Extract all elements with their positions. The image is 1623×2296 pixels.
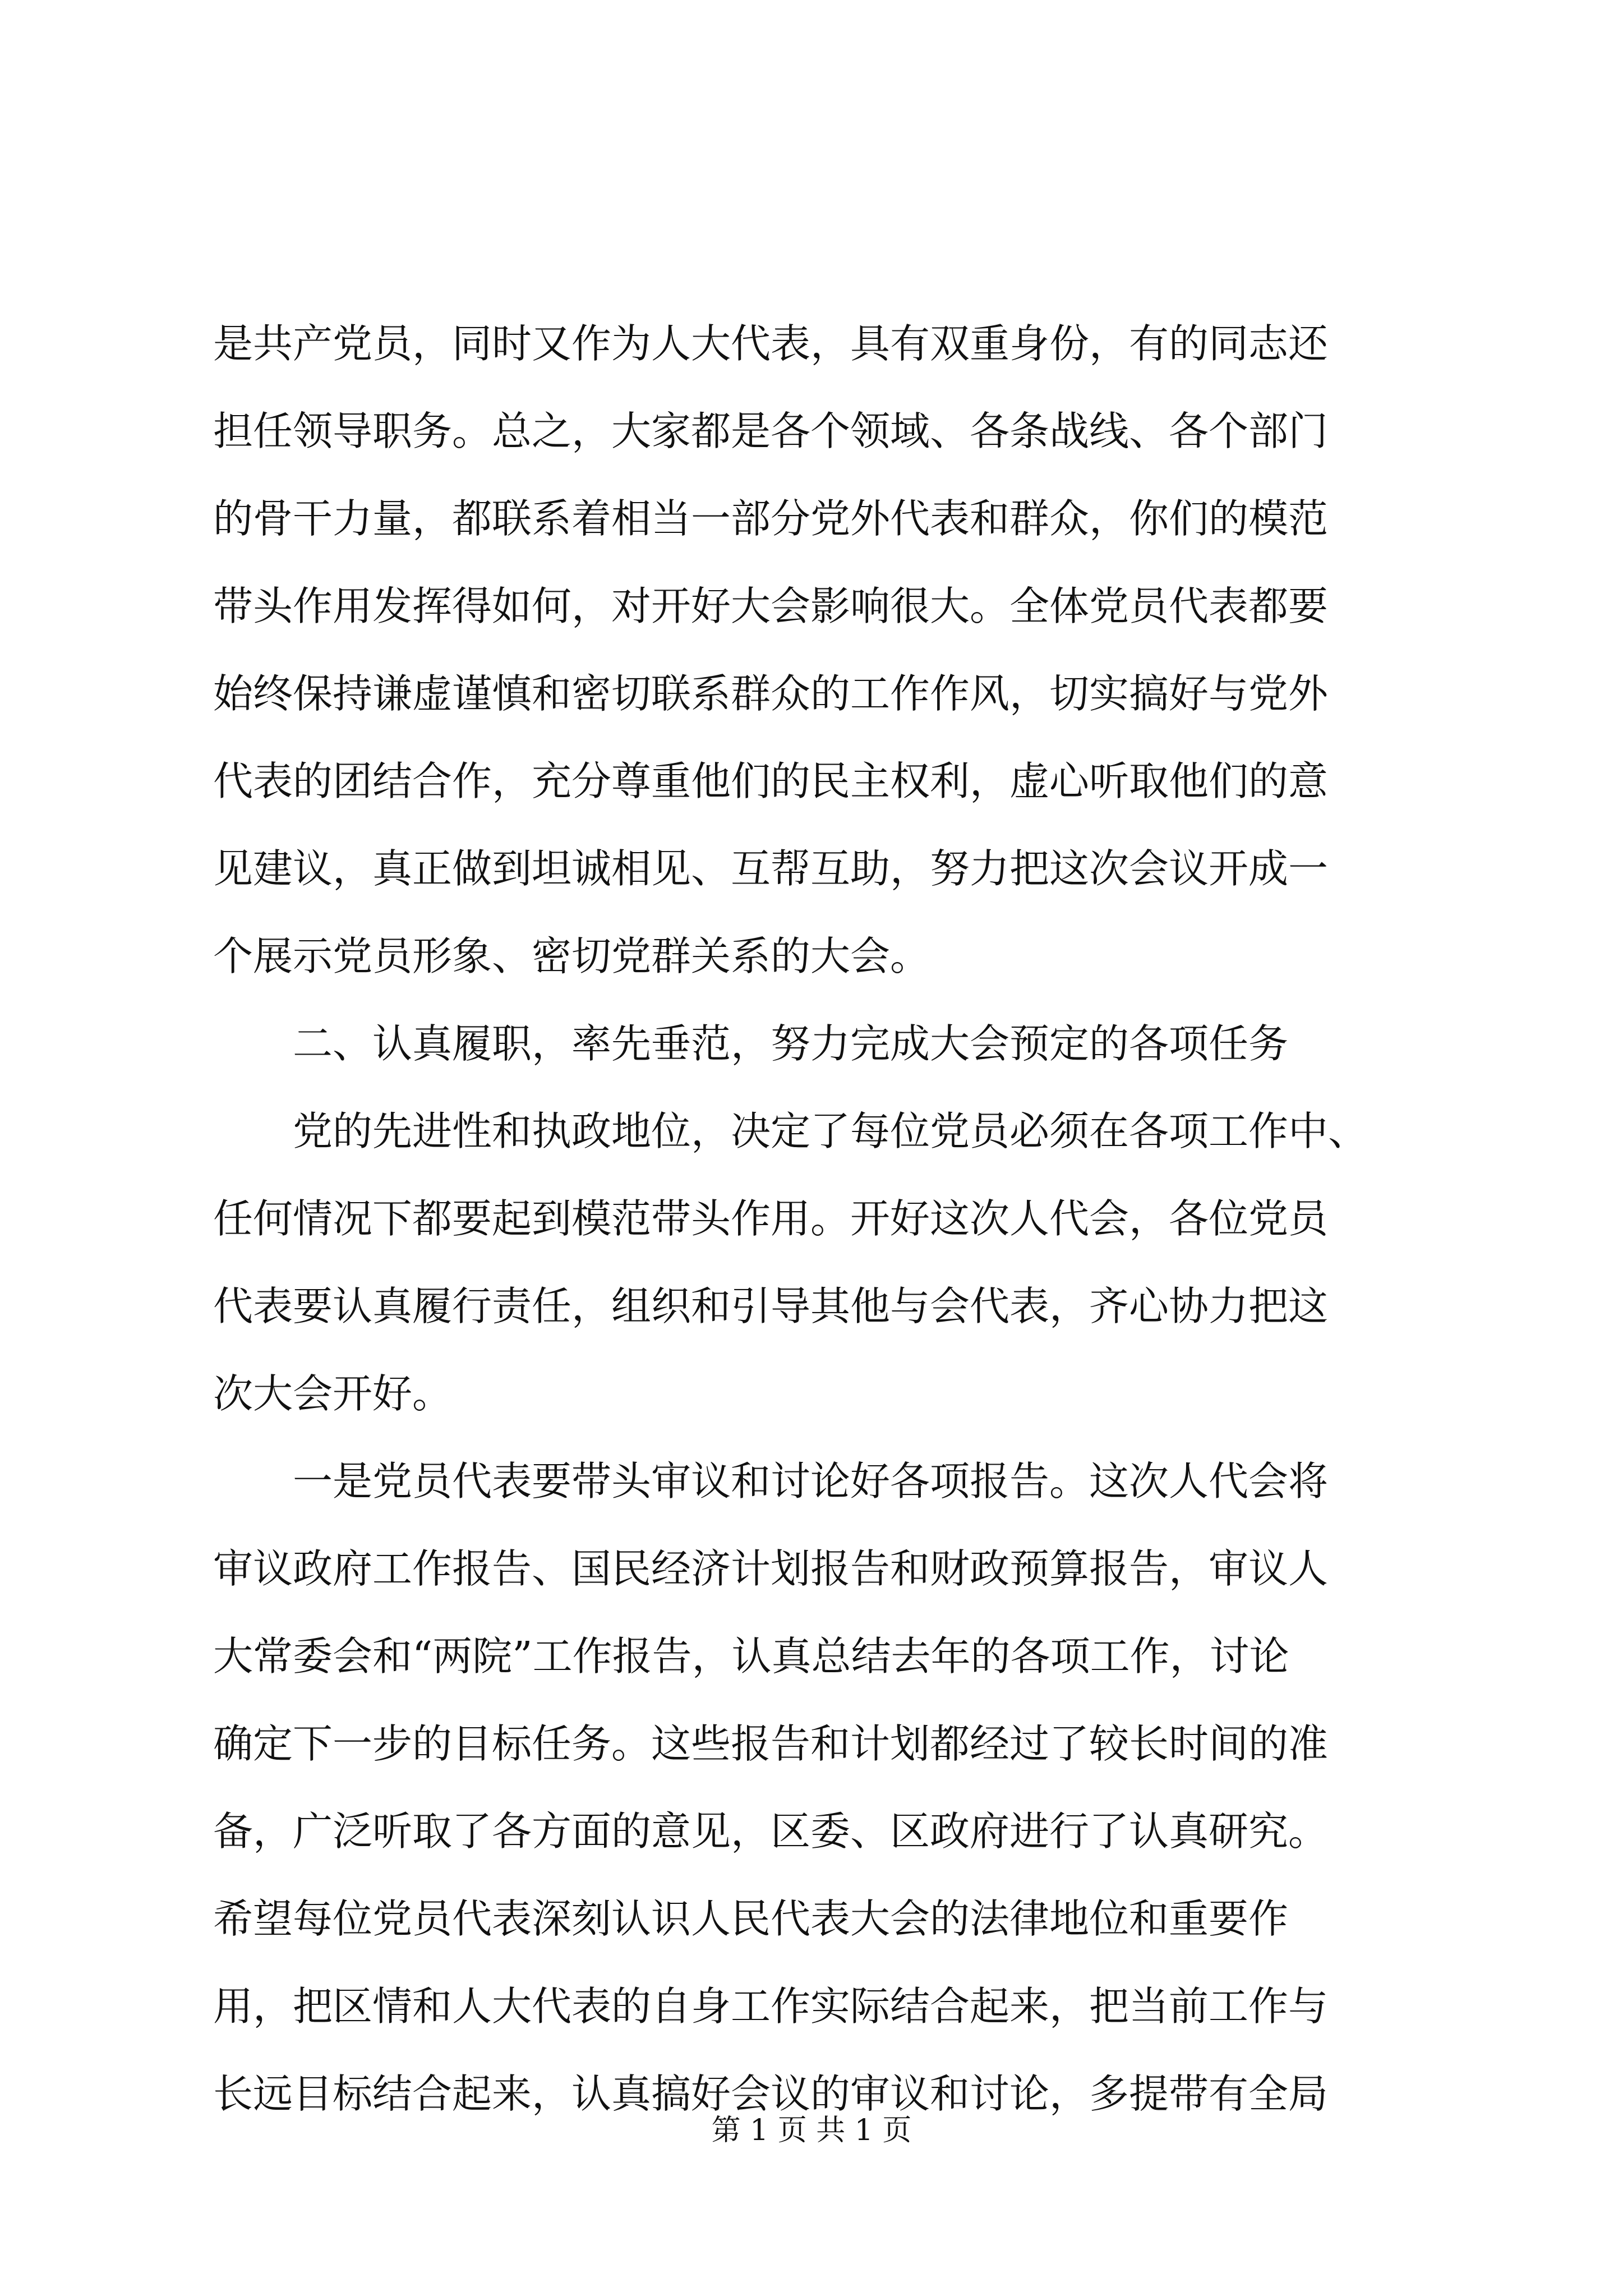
text-line: 一是党员代表要带头审议和讨论好各项报告。这次人代会将 — [213, 1458, 1329, 1504]
text-line: 确定下一步的目标任务。这些报告和计划都经过了较长时间的准 — [213, 1720, 1329, 1767]
text-line: 大常委会和“两院”工作报告，认真总结去年的各项工作，讨论 — [213, 1633, 1289, 1680]
text-line: 长远目标结合起来，认真搞好会议的审议和讨论，多提带有全局 — [213, 2070, 1329, 2117]
text-line: 个展示党员形象、密切党群关系的大会。 — [213, 933, 930, 979]
text-line: 代表的团结合作，充分尊重他们的民主权利，虚心听取他们的意 — [213, 758, 1329, 804]
text-line: 党的先进性和执政地位，决定了每位党员必须在各项工作中、 — [213, 1108, 1368, 1154]
text-line: 任何情况下都要起到模范带头作用。开好这次人代会，各位党员 — [213, 1195, 1329, 1242]
text-line: 带头作用发挥得如何，对开好大会影响很大。全体党员代表都要 — [213, 583, 1329, 629]
page-footer: 第 1 页 共 1 页 — [711, 2114, 912, 2147]
text-line: 的骨干力量，都联系着相当一部分党外代表和群众，你们的模范 — [213, 495, 1329, 542]
text-line: 见建议，真正做到坦诚相见、互帮互助，努力把这次会议开成一 — [213, 845, 1329, 892]
text-line: 代表要认真履行责任，组织和引导其他与会代表，齐心协力把这 — [213, 1283, 1329, 1329]
text-line: 是共产党员，同时又作为人大代表，具有双重身份，有的同志还 — [213, 320, 1329, 367]
text-line: 次大会开好。 — [213, 1370, 453, 1417]
text-line: 担任领导职务。总之，大家都是各个领域、各条战线、各个部门 — [213, 408, 1329, 454]
section-heading: 二、认真履职，率先垂范，努力完成大会预定的各项任务 — [213, 1020, 1289, 1067]
text-line: 备，广泛听取了各方面的意见，区委、区政府进行了认真研究。 — [213, 1808, 1329, 1855]
document-body — [213, 300, 1424, 2138]
text-line: 用，把区情和人大代表的自身工作实际结合起来，把当前工作与 — [213, 1983, 1329, 2030]
text-line: 审议政府工作报告、国民经济计划报告和财政预算报告，审议人 — [213, 1545, 1329, 1592]
text-line: 希望每位党员代表深刻认识人民代表大会的法律地位和重要作 — [213, 1895, 1289, 1942]
text-line: 始终保持谦虚谨慎和密切联系群众的工作作风，切实搞好与党外 — [213, 670, 1329, 717]
